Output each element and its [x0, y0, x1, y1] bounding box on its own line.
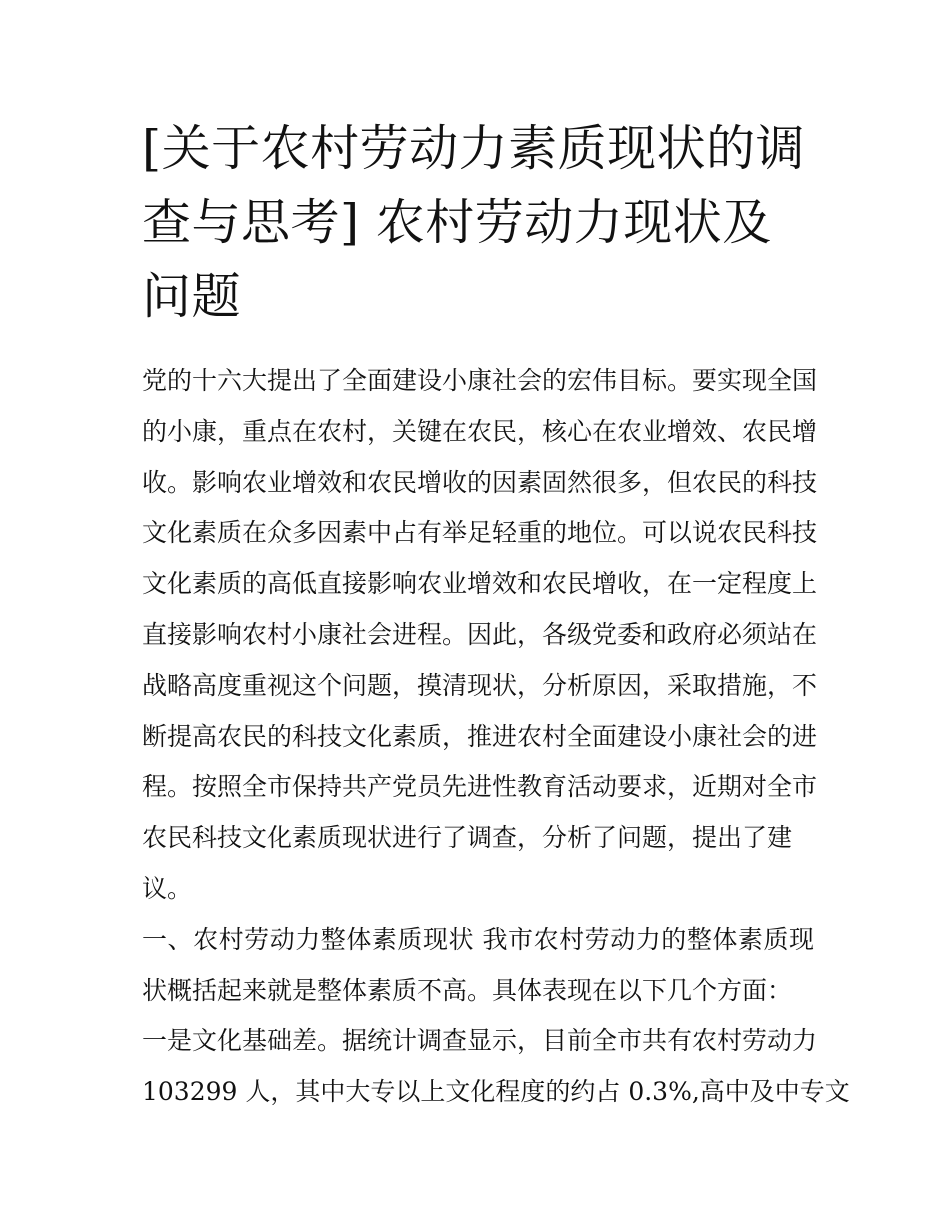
text-line: 103299 人，其中大专以上文化程度的约占 0.3%,高中及中专文 — [142, 1077, 850, 1107]
text-line: 文化素质在众多因素中占有举足轻重的地位。可以说农民科技 — [142, 518, 818, 548]
text-line: 议。 — [142, 873, 193, 903]
text-line: 直接影响农村小康社会进程。因此，各级党委和政府必须站在 — [142, 619, 818, 649]
text-line: 党的十六大提出了全面建设小康社会的宏伟目标。要实现全国 — [142, 366, 818, 395]
text-line: 的小康，重点在农村，关键在农民，核心在农业增效、农民增 — [142, 416, 818, 446]
text-line: 收。影响农业增效和农民增收的因素固然很多，但农民的科技 — [142, 467, 818, 497]
paragraph-section-one — [142, 915, 814, 1017]
text-line: 文化素质的高低直接影响农业增效和农民增收，在一定程度上 — [142, 569, 818, 599]
paragraph-intro — [142, 356, 818, 915]
document-body — [142, 356, 850, 1118]
title-line: 查与思考] 农村劳动力现状及 — [142, 194, 772, 251]
text-line: 农民科技文化素质现状进行了调查，分析了问题，提出了建 — [142, 823, 793, 853]
title-line: [关于农村劳动力素质现状的调 — [142, 120, 806, 177]
text-line: 状概括起来就是整体素质不高。具体表现在以下几个方面： — [142, 975, 793, 1005]
title-line: 问题 — [142, 268, 242, 325]
text-line: 战略高度重视这个问题，摸清现状，分析原因，采取措施，不 — [142, 670, 818, 700]
document-page — [142, 112, 850, 1118]
paragraph-culture-base — [142, 1016, 850, 1118]
text-line: 一、农村劳动力整体素质现状 我市农村劳动力的整体素质现 — [142, 924, 814, 954]
text-line: 断提高农民的科技文化素质，推进农村全面建设小康社会的进 — [142, 721, 818, 751]
text-line: 一是文化基础差。据统计调查显示，目前全市共有农村劳动力 — [142, 1026, 818, 1056]
text-line: 程。按照全市保持共产党员先进性教育活动要求，近期对全市 — [142, 772, 818, 802]
document-title — [142, 112, 814, 334]
